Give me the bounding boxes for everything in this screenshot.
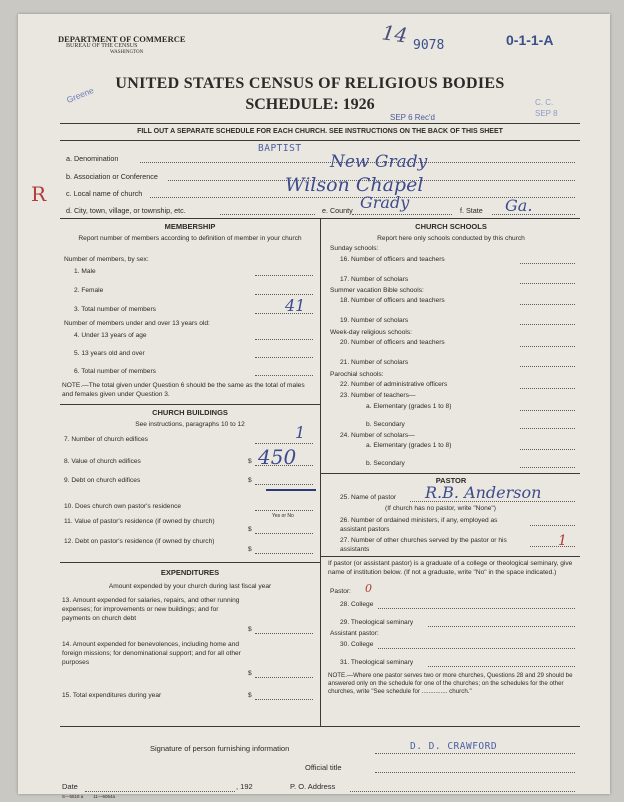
q19-label: 19. Number of scholars (340, 317, 409, 324)
q27-value: 1 (558, 533, 567, 549)
q23a-label: a. Elementary (grades 1 to 8) (366, 403, 452, 410)
red-mark: R (31, 182, 47, 206)
year-label: , 192 (236, 782, 253, 791)
state-value: Ga. (505, 196, 533, 215)
received-stamp: SEP 6 Rec'd (390, 113, 435, 122)
under-over-label: Number of members under and over 13 years old: (64, 320, 210, 327)
q25-value: R.B. Anderson (425, 483, 542, 502)
pastor-label: Pastor: (330, 588, 351, 595)
q8-label: 8. Value of church edifices (64, 458, 141, 465)
bureau-name: BUREAU OF THE CENSUS (66, 43, 138, 49)
q11-label: 11. Value of pastor's residence (if owned by church) (64, 518, 215, 525)
church-name-line1: New Grady (330, 152, 428, 172)
assistant-pastor-label: Assistant pastor: (330, 630, 379, 637)
q9-label: 9. Debt on church edifices (64, 477, 141, 484)
date-label: Date (62, 782, 78, 791)
q24b-label: b. Secondary (366, 460, 405, 467)
q29-label: 29. Theological seminary (340, 619, 414, 626)
denomination-label: a. Denomination (66, 154, 119, 163)
buildings-heading: CHURCH BUILDINGS (152, 408, 228, 417)
membership-subheading: Report number of members according to definition of member in your church (78, 235, 302, 242)
q18-label: 18. Number of officers and teachers (340, 297, 445, 304)
q22-label: 22. Number of administrative officers (340, 381, 448, 388)
membership-note: NOTE.—The total given under Question 6 should be the same as the total of males and females given under Question 3. (62, 382, 305, 398)
denomination-stamp: BAPTIST (258, 143, 302, 154)
form-title: UNITED STATES CENSUS OF RELIGIOUS BODIES (115, 75, 505, 92)
signature-value: D. D. CRAWFORD (410, 741, 498, 752)
pastor-value: 0 (365, 582, 372, 595)
q25-note: (If church has no pastor, write "None") (385, 505, 496, 512)
schools-subheading: Report here only schools conducted by this church (377, 235, 525, 242)
association-label: b. Association or Conference (66, 172, 158, 181)
form-number: S—5518 a 11—6064a (62, 794, 115, 799)
q20-label: 20. Number of officers and teachers (340, 339, 445, 346)
expenditures-heading: EXPENDITURES (160, 568, 220, 577)
q23-label: 23. Number of teachers— (340, 392, 416, 399)
q16-label: 16. Number of officers and teachers (340, 256, 445, 263)
stamp-number: 9078 (413, 38, 445, 53)
q13-label: 13. Amount expended for salaries, repairs, and other running expenses; for improvements or new buildings; and for payments on church debt (62, 597, 240, 622)
q31-label: 31. Theological seminary (340, 659, 414, 666)
city-label: d. City, town, village, or township, etc. (66, 206, 186, 215)
dollar-sign: $ (248, 526, 252, 533)
q10-label: 10. Does church own pastor's residence (64, 503, 182, 510)
po-address-label: P. O. Address (290, 782, 336, 791)
yes-no-hint: Yes or No (272, 513, 294, 519)
q6-label: 6. Total number of members (74, 368, 156, 375)
official-title-label: Official title (305, 763, 342, 772)
parochial-label: Parochial schools: (330, 371, 384, 378)
q21-label: 21. Number of scholars (340, 359, 409, 366)
bureau-city: WASHINGTON (110, 50, 144, 55)
schedule-title: SCHEDULE: 1926 (245, 96, 375, 113)
q24-label: 24. Number of scholars— (340, 432, 415, 439)
sunday-label: Sunday schools: (330, 245, 379, 252)
department-name: DEPARTMENT OF COMMERCE (58, 34, 186, 44)
q24a-label: a. Elementary (grades 1 to 8) (366, 442, 452, 449)
buildings-subheading: See instructions, paragraphs 10 to 12 (135, 421, 245, 428)
dollar-sign: $ (248, 477, 252, 484)
q5-label: 5. 13 years old and over (74, 350, 145, 357)
q4-label: 4. Under 13 years of age (74, 332, 147, 339)
dollar-sign: $ (248, 670, 252, 677)
corner-stamp: C. C. SEP 8 (535, 98, 558, 118)
state-label: f. State (460, 206, 483, 215)
county-value: Grady (360, 193, 410, 212)
q26-label: 26. Number of ordained ministers, if any, employed as assistant pastors (340, 517, 498, 533)
q2-label: 2. Female (74, 287, 104, 294)
dollar-sign: $ (248, 546, 252, 553)
q15-label: 15. Total expenditures during year (62, 692, 162, 699)
divider (60, 123, 580, 124)
q3-label: 3. Total number of members (74, 306, 156, 313)
signature-label: Signature of person furnishing information (150, 744, 290, 753)
q17-label: 17. Number of scholars (340, 276, 409, 283)
divider (60, 140, 580, 141)
membership-heading: MEMBERSHIP (164, 222, 216, 231)
q28-label: 28. College (340, 601, 374, 608)
column-divider (320, 218, 321, 726)
q8-value: 450 (258, 445, 297, 469)
church-name-line2: Wilson Chapel (285, 174, 424, 196)
dollar-sign: $ (248, 626, 252, 633)
dollar-sign: $ (248, 458, 252, 465)
pastor-note: NOTE.—Where one pastor serves two or more churches, Questions 28 and 29 should be answered only on the schedule for one of the churches; on the schedules for the other churches, write "See schedule for ............... church." (328, 672, 573, 695)
q12-label: 12. Debt on pastor's residence (if owned by church) (64, 538, 215, 545)
q30-label: 30. College (340, 641, 374, 648)
county-stamp: Greene (65, 85, 96, 105)
form-code: 0-1-1-A (506, 32, 554, 48)
by-sex-label: Number of members, by sex: (64, 256, 149, 263)
graduate-instructions: If pastor (or assistant pastor) is a graduate of a college or theological seminary, give name of institution below. (If not a graduate, write "No" in the space indicated.) (328, 560, 573, 576)
q1-label: 1. Male (74, 268, 96, 275)
q3-value: 41 (285, 296, 306, 315)
q25-label: 25. Name of pastor (340, 494, 397, 501)
handwritten-number: 14 (380, 20, 409, 48)
q7-label: 7. Number of church edifices (64, 436, 148, 443)
local-name-label: c. Local name of church (66, 189, 143, 198)
weekday-label: Week-day religious schools: (330, 329, 412, 336)
dollar-sign: $ (248, 692, 252, 699)
county-label: e. County (322, 206, 353, 215)
instruction-line: FILL OUT A SEPARATE SCHEDULE FOR EACH CHURCH. SEE INSTRUCTIONS ON THE BACK OF THIS SHEET (137, 128, 503, 135)
q7-value: 1 (295, 423, 306, 442)
ink-underline (266, 489, 316, 491)
q27-label: 27. Number of other churches served by the pastor or his assistants (340, 537, 507, 553)
q23b-label: b. Secondary (366, 421, 405, 428)
summer-label: Summer vacation Bible schools: (330, 287, 424, 294)
schools-heading: CHURCH SCHOOLS (415, 222, 487, 231)
pastor-heading: PASTOR (435, 476, 467, 485)
q14-label: 14. Amount expended for benevolences, including home and foreign missions; for denominational support; and for all other purposes (62, 641, 241, 666)
expenditures-subheading: Amount expended by your church during last fiscal year (108, 583, 272, 590)
